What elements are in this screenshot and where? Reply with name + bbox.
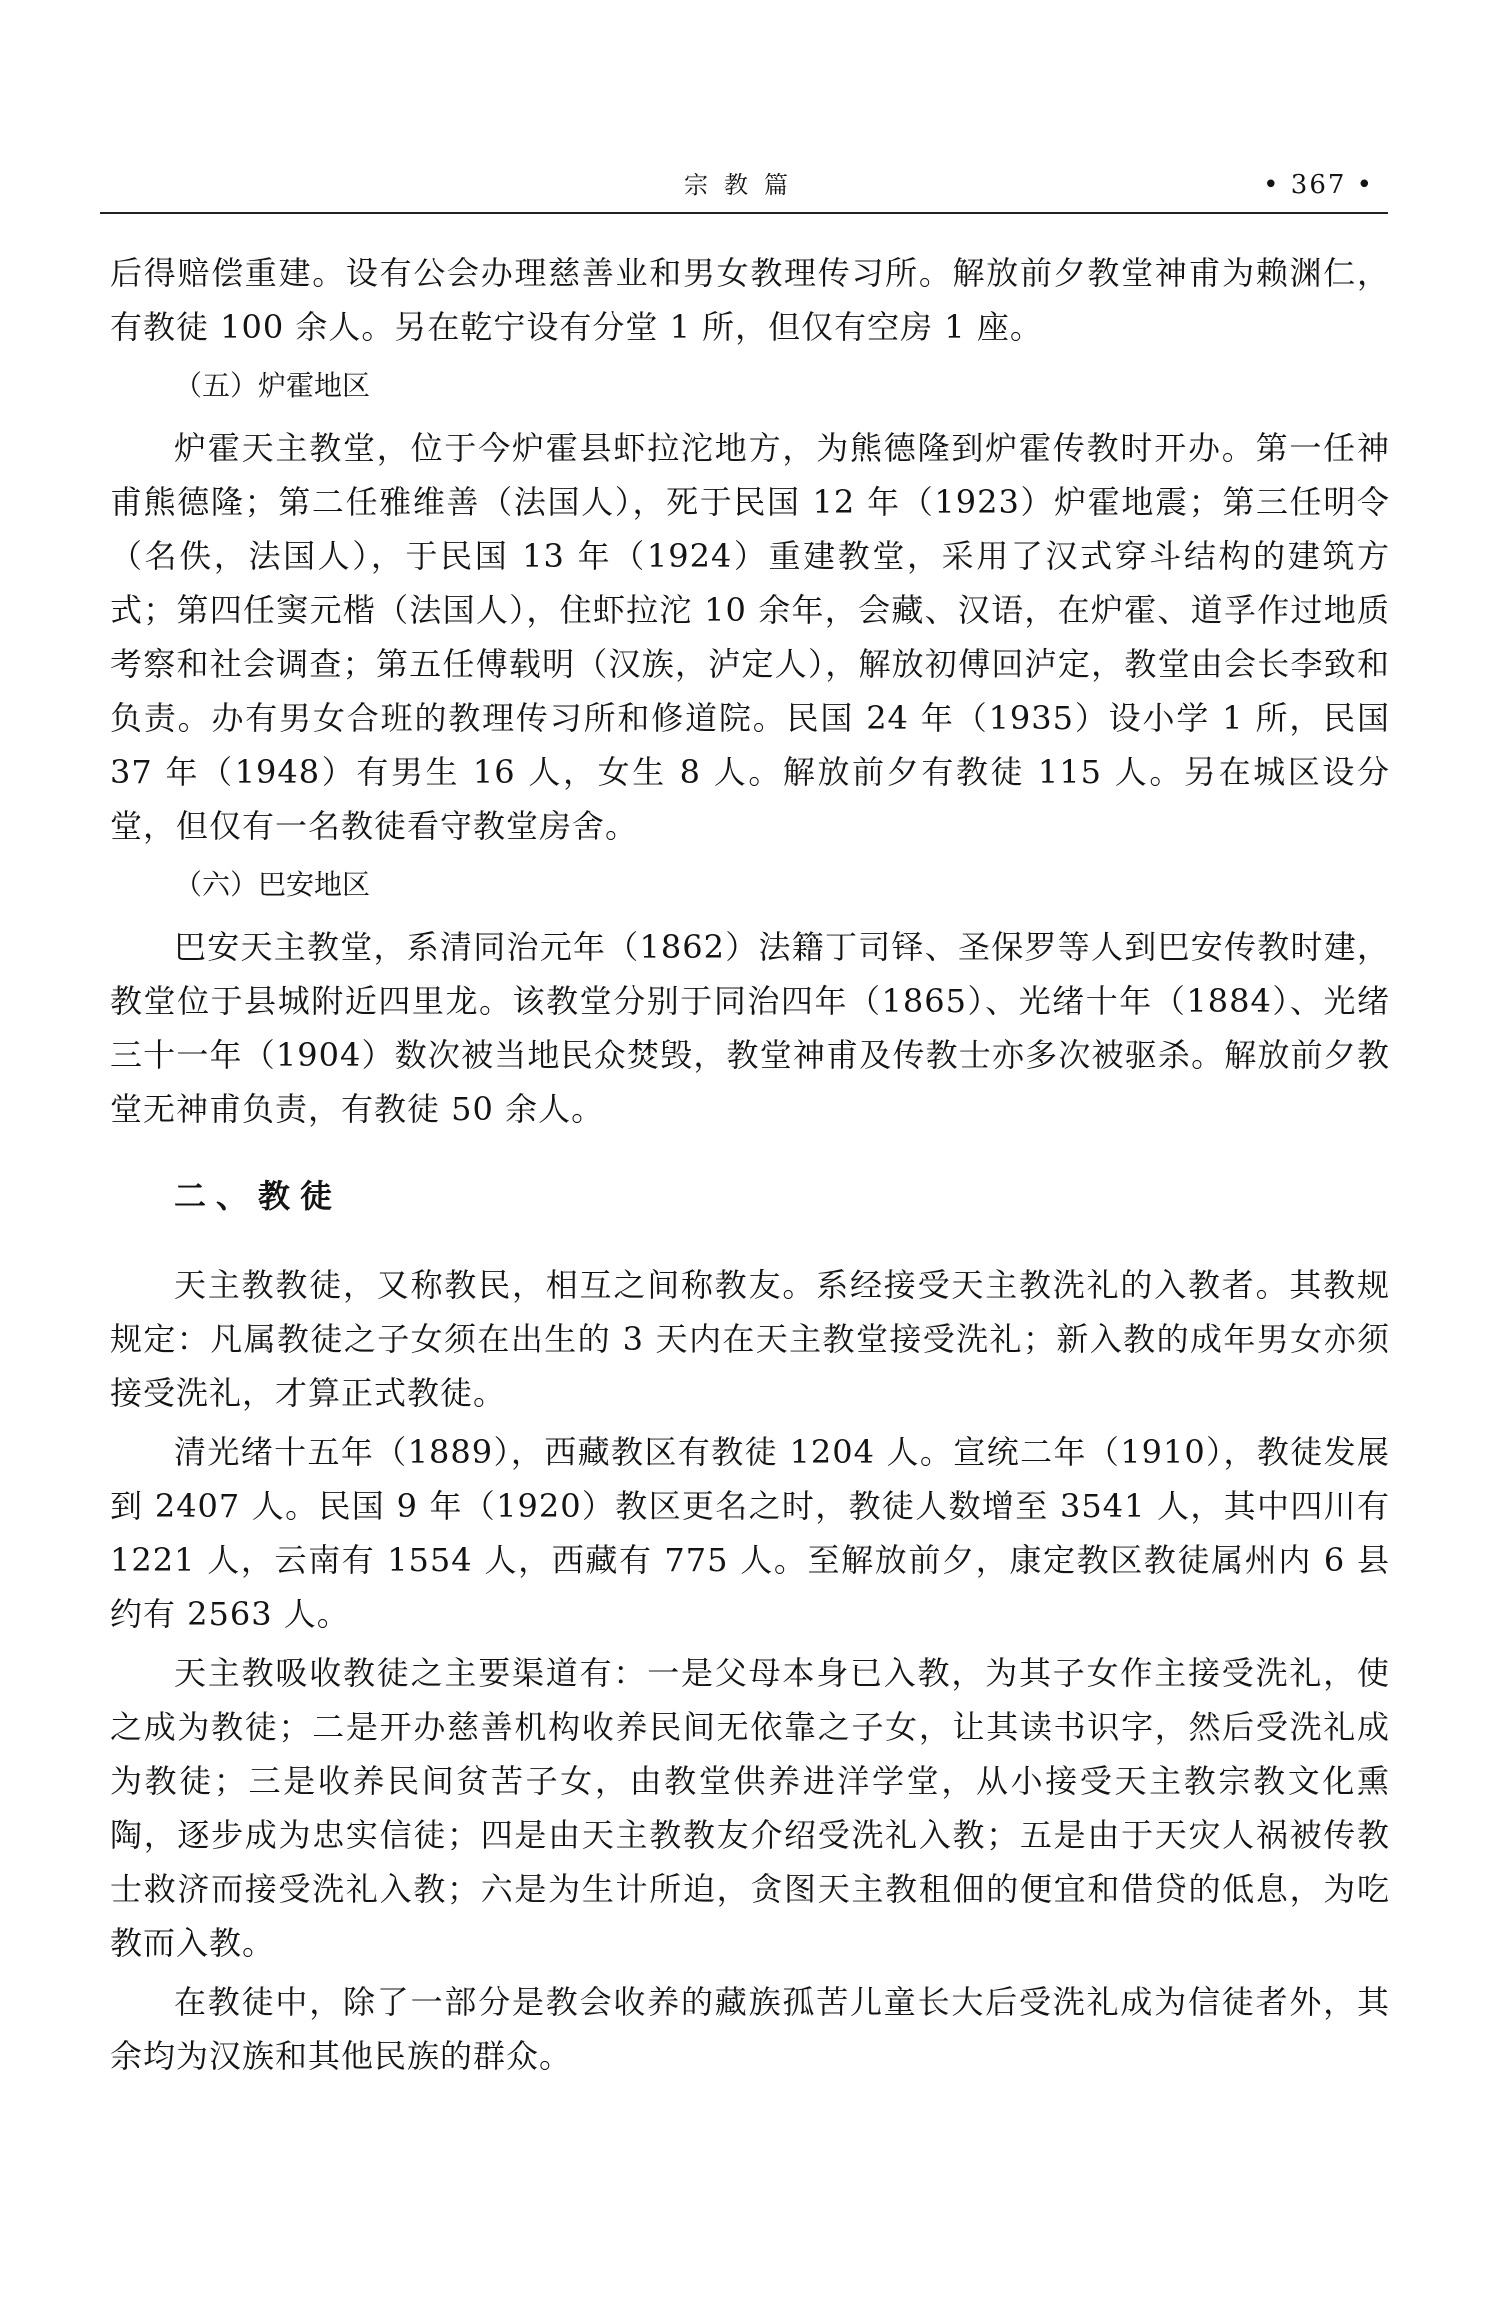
paragraph-believers-composition: 在教徒中，除了一部分是教会收养的藏族孤苦儿童长大后受洗礼成为信徒者外，其余均为汉族和其他民族的群众。 bbox=[110, 1983, 1390, 2075]
page-header bbox=[100, 168, 1388, 208]
paragraph-baan: 巴安天主教堂，系清同治元年（1862）法籍丁司铎、圣保罗等人到巴安传教时建，教堂位于县城附近四里龙。该教堂分别于同治四年（1865）、光绪十年（1884）、光绪三十一年（1904）数次被当地民众焚毁，教堂神甫及传教士亦多次被驱杀。解放前夕教堂无神甫负责，有教徒 50 余人。 bbox=[110, 928, 1390, 1128]
running-title: 宗教篇 bbox=[684, 171, 804, 199]
section-heading-believers: 二、教徒 bbox=[174, 1177, 343, 1215]
paragraph-luhuo: 炉霍天主教堂，位于今炉霍县虾拉沱地方，为熊德隆到炉霍传教时开办。第一任神甫熊德隆；第二任雅维善（法国人），死于民国 12 年（1923）炉霍地震；第三任明令（名佚，法国人），于民国 13 年（1924）重建教堂，采用了汉式穿斗结构的建筑方式；第四任窦元楷（法国人），住虾拉沱 10 余年，会藏、汉语，在炉霍、道孚作过地质考察和社会调查；第五任傅载明（汉族，泸定人），解放初傅回泸定，教堂由会长李致和负责。办有男女合班的教理传习所和修道院。民国 24 年（1935）设小学 1 所，民国 37 年（1948）有男生 16 人，女生 8 人。解放前夕有教徒 115 人。另在城区设分堂，但仅有一名教徒看守教堂房舍。 bbox=[110, 429, 1390, 845]
page-body bbox=[110, 246, 1390, 2093]
paragraph-continued: 后得赔偿重建。设有公会办理慈善业和男女教理传习所。解放前夕教堂神甫为赖渊仁，有教徒 100 余人。另在乾宁设有分堂 1 所，但仅有空房 1 座。 bbox=[110, 254, 1390, 346]
page-number: • 367 • bbox=[1263, 170, 1374, 200]
subheading-luhuo: （五）炉霍地区 bbox=[174, 369, 371, 402]
paragraph-recruitment-channels: 天主教吸收教徒之主要渠道有：一是父母本身已入教，为其子女作主接受洗礼，使之成为教徒；二是开办慈善机构收养民间无依靠之子女，让其读书识字，然后受洗礼成为教徒；三是收养民间贫苦子女，由教堂供养进洋学堂，从小接受天主教宗教文化熏陶，逐步成为忠实信徒；四是由天主教教友介绍受洗礼入教；五是由于天灾人祸被传教士救济而接受洗礼入教；六是为生计所迫，贪图天主教租佃的便宜和借贷的低息，为吃教而入教。 bbox=[110, 1654, 1390, 1962]
paragraph-believers-numbers: 清光绪十五年（1889），西藏教区有教徒 1204 人。宣统二年（1910），教徒发展到 2407 人。民国 9 年（1920）教区更名之时，教徒人数增至 3541 人，其中四川有 1221 人，云南有 1554 人，西藏有 775 人。至解放前夕，康定教区教徒属州内 6 县约有 2563 人。 bbox=[110, 1433, 1390, 1633]
subheading-baan: （六）巴安地区 bbox=[174, 868, 371, 901]
header-rule bbox=[100, 212, 1388, 214]
paragraph-believers-definition: 天主教教徒，又称教民，相互之间称教友。系经接受天主教洗礼的入教者。其教规规定：凡属教徒之子女须在出生的 3 天内在天主教堂接受洗礼；新入教的成年男女亦须接受洗礼，才算正式教徒。 bbox=[110, 1266, 1390, 1412]
